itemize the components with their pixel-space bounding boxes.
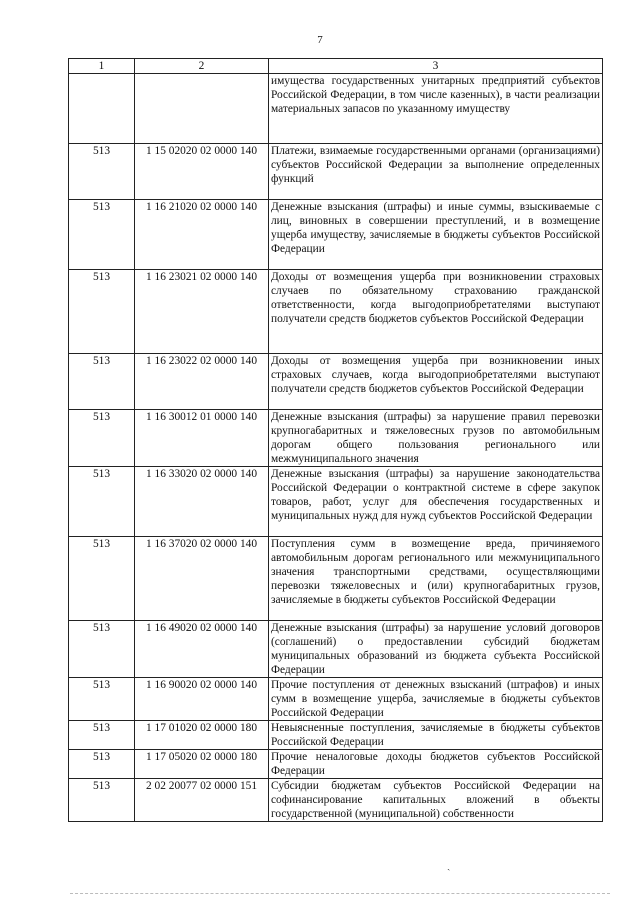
table-row — [69, 750, 603, 779]
description-cell: Доходы от возмещения ущерба при возникновении иных страховых случаев, когда выгодоприобретателями выступают получатели средств бюджетов субъектов Российской Федерации — [269, 354, 603, 410]
description-cell: Субсидии бюджетам субъектов Российской Федерации на софинансирование капитальных вложений в объекты государственной (муниципальной) собственности — [269, 779, 603, 822]
budget-code-cell: 1 17 05020 02 0000 180 — [135, 750, 269, 779]
budget-code-cell: 1 15 02020 02 0000 140 — [135, 144, 269, 200]
revenue-codes-table — [68, 58, 603, 822]
header-col-1: 1 — [69, 59, 135, 74]
description-cell: Денежные взыскания (штрафы) за нарушение законодательства Российской Федерации о контрактной системе в сфере закупок товаров, работ, услуг для обеспечения государственных и муниципальных нужд для нужд субъектов Российской Федерации — [269, 467, 603, 537]
page-number: 7 — [317, 34, 323, 46]
description-cell: Прочие неналоговые доходы бюджетов субъектов Российской Федерации — [269, 750, 603, 779]
table-row — [69, 74, 603, 144]
admin-code-cell: 513 — [69, 200, 135, 270]
admin-code-cell: 513 — [69, 750, 135, 779]
budget-code-cell: 1 16 49020 02 0000 140 — [135, 621, 269, 678]
scan-edge-line — [70, 893, 610, 894]
admin-code-cell: 513 — [69, 467, 135, 537]
admin-code-cell: 513 — [69, 721, 135, 750]
budget-code-cell: 1 16 23021 02 0000 140 — [135, 270, 269, 354]
description-cell: Доходы от возмещения ущерба при возникновении страховых случаев по обязательному страхованию гражданской ответственности, когда выгодоприобретателями выступают получатели средств бюджетов субъектов Российской Федерации — [269, 270, 603, 354]
header-col-3: 3 — [269, 59, 603, 74]
budget-code-cell: 1 16 33020 02 0000 140 — [135, 467, 269, 537]
table-row — [69, 621, 603, 678]
budget-code-cell: 1 16 37020 02 0000 140 — [135, 537, 269, 621]
budget-code-cell: 1 16 21020 02 0000 140 — [135, 200, 269, 270]
table-row — [69, 144, 603, 200]
description-cell: имущества государственных унитарных предприятий субъектов Российской Федерации, в том числе казенных), в части реализации материальных запасов по указанному имуществу — [269, 74, 603, 144]
table-row — [69, 678, 603, 721]
description-cell: Денежные взыскания (штрафы) и иные суммы, взыскиваемые с лиц, виновных в совершении преступлений, и в возмещение ущерба имуществу, зачисляемые в бюджеты субъектов Российской Федерации — [269, 200, 603, 270]
admin-code-cell: 513 — [69, 537, 135, 621]
admin-code-cell: 513 — [69, 621, 135, 678]
description-cell: Прочие поступления от денежных взысканий (штрафов) и иных сумм в возмещение ущерба, зачисляемые в бюджеты субъектов Российской Федерации — [269, 678, 603, 721]
admin-code-cell: 513 — [69, 678, 135, 721]
description-cell: Денежные взыскания (штрафы) за нарушение правил перевозки крупногабаритных и тяжеловесных грузов по автомобильным дорогам общего пользования регионального или межмуниципального значения — [269, 410, 603, 467]
budget-code-cell: 1 16 90020 02 0000 140 — [135, 678, 269, 721]
description-cell: Поступления сумм в возмещение вреда, причиняемого автомобильным дорогам регионального или межмуниципального значения транспортными средствами, осуществляющими перевозки тяжеловесных и (или) крупногабаритных грузов, зачисляемые в бюджеты субъектов Российской Федерации — [269, 537, 603, 621]
budget-code-cell: 1 16 30012 01 0000 140 — [135, 410, 269, 467]
table-row — [69, 200, 603, 270]
budget-code-cell: 1 17 01020 02 0000 180 — [135, 721, 269, 750]
table-header-row — [69, 59, 603, 74]
table-row — [69, 779, 603, 822]
budget-code-cell — [135, 74, 269, 144]
budget-code-cell: 1 16 23022 02 0000 140 — [135, 354, 269, 410]
admin-code-cell: 513 — [69, 144, 135, 200]
description-cell: Денежные взыскания (штрафы) за нарушение условий договоров (соглашений) о предоставлении субсидий бюджетам муниципальных образований из бюджета субъекта Российской Федерации — [269, 621, 603, 678]
table-row — [69, 467, 603, 537]
budget-code-cell: 2 02 20077 02 0000 151 — [135, 779, 269, 822]
admin-code-cell: 513 — [69, 410, 135, 467]
table-row — [69, 410, 603, 467]
scan-mark: ˎ — [447, 860, 451, 871]
table-row — [69, 721, 603, 750]
admin-code-cell: 513 — [69, 779, 135, 822]
table-row — [69, 537, 603, 621]
description-cell: Невыясненные поступления, зачисляемые в бюджеты субъектов Российской Федерации — [269, 721, 603, 750]
table-row — [69, 270, 603, 354]
admin-code-cell — [69, 74, 135, 144]
table-row — [69, 354, 603, 410]
header-col-2: 2 — [135, 59, 269, 74]
admin-code-cell: 513 — [69, 354, 135, 410]
admin-code-cell: 513 — [69, 270, 135, 354]
description-cell: Платежи, взимаемые государственными органами (организациями) субъектов Российской Федерации за выполнение определенных функций — [269, 144, 603, 200]
